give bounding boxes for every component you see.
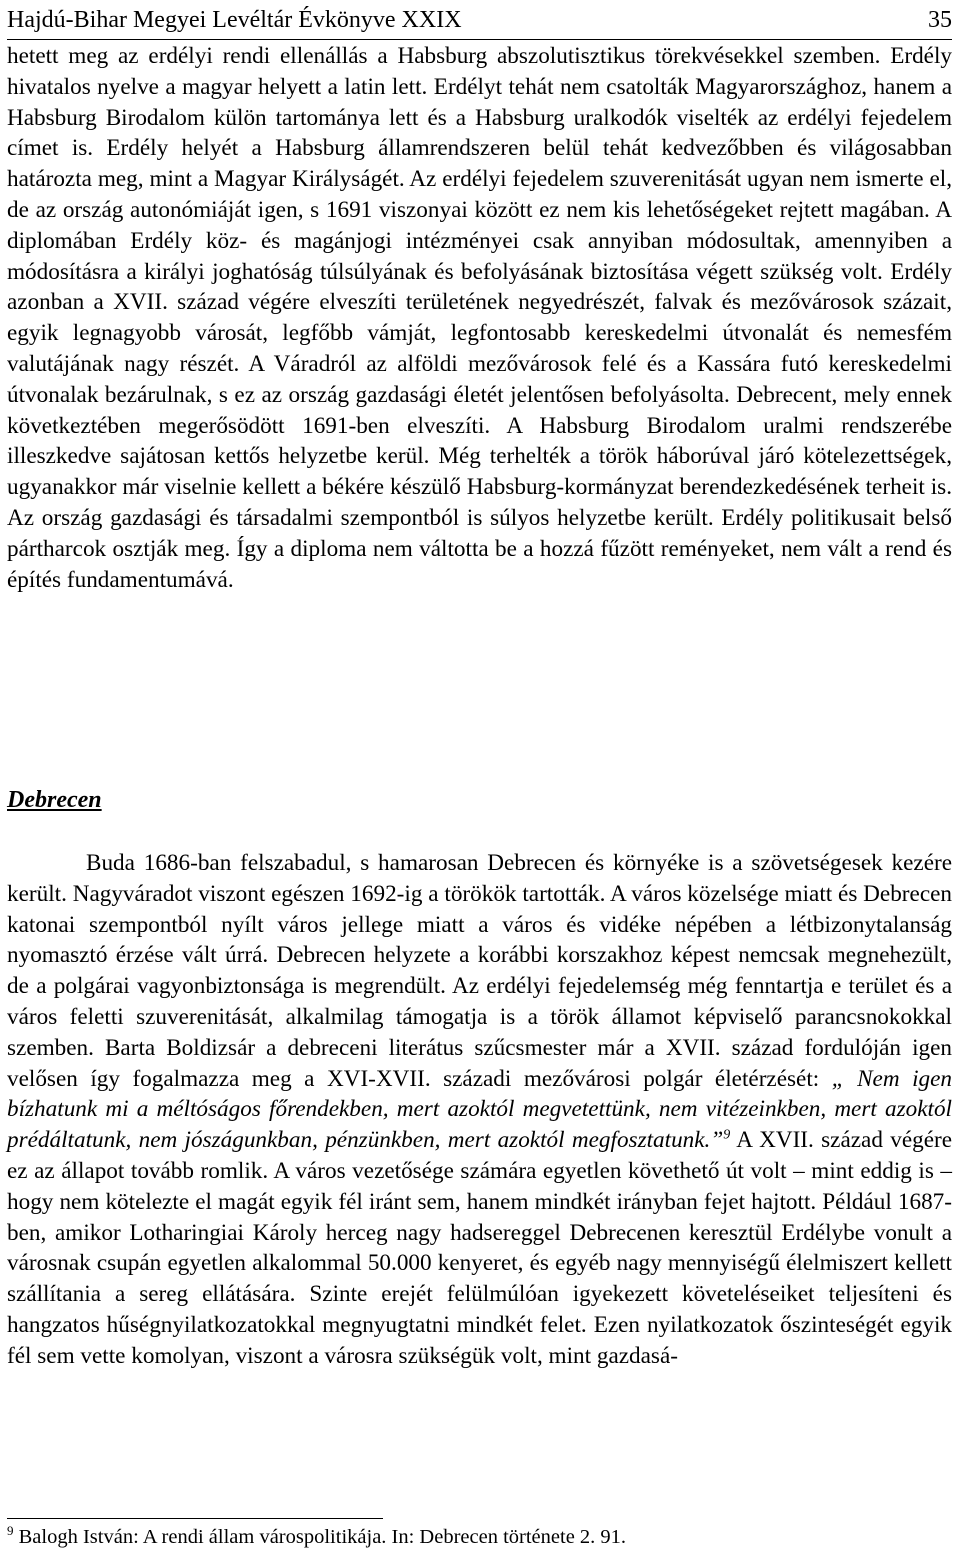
journal-title: Hajdú-Bihar Megyei Levéltár Évkönyve XXIX bbox=[7, 7, 462, 33]
footnote-number: 9 bbox=[7, 1523, 14, 1539]
section-heading: Debrecen bbox=[7, 787, 102, 813]
footnote-divider bbox=[7, 1518, 383, 1519]
paragraph-continuation bbox=[7, 41, 952, 595]
paragraph-debrecen bbox=[7, 848, 952, 1372]
page-number: 35 bbox=[928, 7, 952, 33]
quotation: „ Nem igen bízhatunk mi a méltóságos főrendekben, mert azoktól megvetettünk, nem vitézeinkben, mert azoktól prédáltatunk, nem jószágunkban, pénzünkben, mert azoktól megfosztatunk.” bbox=[7, 1065, 952, 1154]
footnote-text: Balogh István: A rendi állam várospolitikája. In: Debrecen története 2. 91. bbox=[18, 1526, 627, 1548]
paragraph-text-after-quote: A XVII. század végére ez az állapot tovább romlik. A város vezetősége számára egyetlen követhető út volt – mint eddig is – hogy nem kötelezte el magát egyik fél iránt sem, hanem mindkét irányban fejet hajtott. Például 1687-ben, amikor Lotharingiai Károly herceg nagy hadsereggel Debrecenen keresztül Erdélybe vonult a városnak csupán egyetlen alkalommal 50.000 kenyeret, és egyéb nagy mennyiségű élelmiszert kellett szállítania a sereg ellátására. Szinte erejét felülmúlóan igyekezett követeléseiket teljesíteni és hangzatos hűségnyilatkozatokkal megnyugtatni mindkét felet. Ezen nyilatkozatok őszinteségét egyik fél sem vette komolyan, viszont a városra szükségük volt, mint gazdasá- bbox=[7, 1127, 953, 1369]
running-header bbox=[7, 3, 952, 40]
paragraph-text bbox=[7, 848, 952, 1372]
footnote-reference[interactable]: 9 bbox=[723, 1127, 731, 1143]
paragraph-text-before-quote: Buda 1686-ban felszabadul, s hamarosan Debrecen és környéke is a szövetségesek kezére került. Nagyváradot viszont egészen 1692-ig a törökök tartották. A város közelsége miatt és Debrecen katonai szempontból nyílt város jellege miatt a város és vidéke népében a létbizonytalanság nyomasztó érzése vált úrrá. Debrecen helyzete a korábbi korszakhoz képest nemcsak megnehezült, de a polgárai vagyonbiztonsága is megrendült. Az erdélyi fejedelemség még fenntartja e terület és a város feletti szuverenitását, alkalmilag támogatja is a török államot képviselő parancsnokokkal szemben. Barta Boldizsár a debreceni literátus szűcsmester már a XVII. század fordulóján igen velősen így fogalmazza meg a XVI-XVII. századi mezővárosi polgár életérzését: bbox=[7, 850, 952, 1092]
footnote bbox=[7, 1523, 627, 1549]
paragraph-text: hetett meg az erdélyi rendi ellenállás a Habsburg abszolutisztikus törekvésekkel szemben. Erdély hivatalos nyelve a magyar helyett a latin lett. Erdélyt tehát nem csatolták Magyarországhoz, hanem a Habsburg Birodalom külön tartománya lett és a Habsburg uralkodók viselték az erdélyi fejedelem címet is. Erdély helyét a Habsburg államrendszeren belül tehát kedvezőbben és világosabban határozta meg, mint a Magyar Királyságét. Az erdélyi fejedelem szuverenitását ugyan nem ismerte el, de az ország autonómiáját igen, s 1691 viszonyai között ez nem kis lehetőségeket rejtett magában. A diplomában Erdély köz- és magánjogi intézményei csak annyiban módosultak, amennyiben a módosításra a királyi joghatóság túlsúlyának és befolyásának biztosítása végett szükség volt. Erdély azonban a XVII. század végére elveszíti területének negyedrészét, falvak és mezővárosok százait, egyik legnagyobb városát, legfőbb vámját, legfontosabb kereskedelmi útvonalát és nemesfém valutájának nagy részét. A Váradról az alföldi mezővárosok felé és a Kassára futó kereskedelmi útvonalak bezárulnak, s ez az ország gazdasági életét jelentősen befolyásolta. Debrecent, mely ennek következtében megerősödött 1691-ben elveszíti. A Habsburg Birodalom uralmi rendszerébe illeszkedve sajátosan kettős helyzetbe kerül. Még terhelték a török háborúval járó kötelezettségek, ugyanakkor már viselnie kellett a békére készülő Habsburg-kormányzat berendezkedésének terheit is. Az ország gazdasági és társadalmi szempontból is súlyos helyzetbe került. Erdély politikusait belső pártharcok osztják meg. Így a diploma nem váltotta be a hozzá fűzött reményeket, nem vált a rend és építés fundamentumává. bbox=[7, 43, 952, 593]
